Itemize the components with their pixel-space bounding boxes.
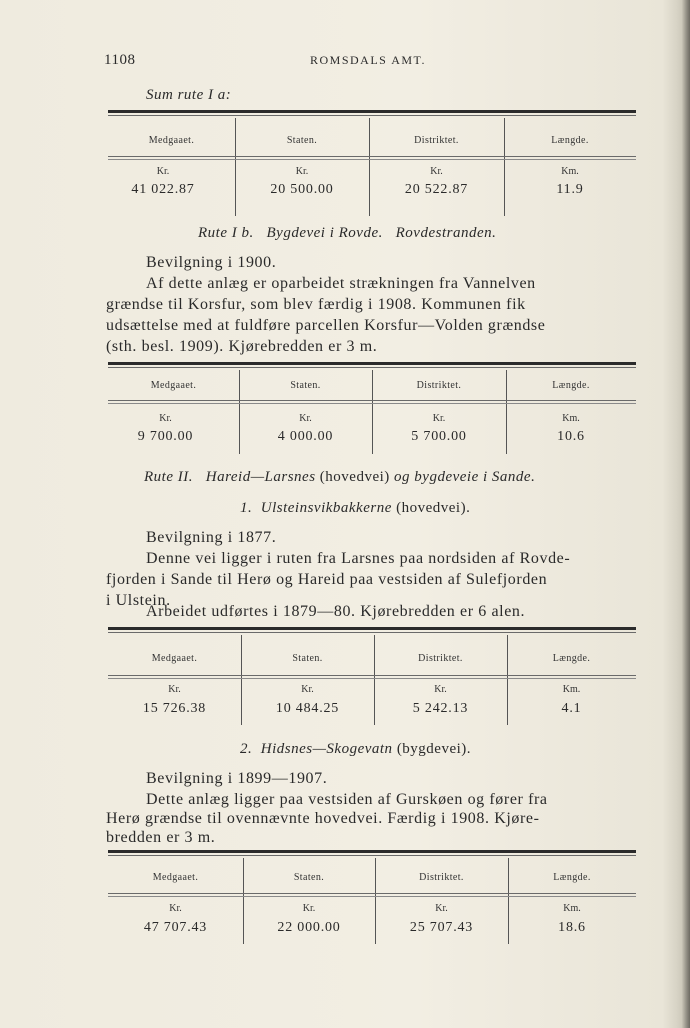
page-number: 1108 [104,52,136,68]
table-4 [108,850,636,944]
value-laengde: 18.6 [558,920,586,935]
heading-b: (hovedvei) [319,469,390,485]
heading-code: II. [177,469,193,485]
unit-cell: Kr. [295,166,309,177]
value-staten: 22 000.00 [277,920,341,935]
table-2 [108,362,636,454]
unit-cell: Kr. [302,903,316,914]
unit-cell: Kr. [432,413,446,424]
unit-cell: Kr. [169,903,182,914]
value-medgaaet: 9 700.00 [137,429,194,444]
subsection-type: (hovedvei). [396,500,471,516]
subsection-number: 2. [240,741,253,757]
paragraph-line: grændse til Korsfur, som blev færdig i 1908. Kommunen fik [106,296,526,313]
paragraph-line: Dette anlæg ligger paa vestsiden af Gurskøen og fører fra [146,791,548,808]
rute-ib-heading [198,225,496,242]
col-header-laengde: Længde. [553,872,591,883]
unit-cell: Kr. [299,413,312,424]
paragraph-line: Arbeidet udførtes i 1879—80. Kjørebredden er 6 alen. [146,603,526,620]
value-distriktet: 20 522.87 [404,182,469,197]
unit-cell: Km. [562,684,581,695]
page-header [104,52,644,72]
sum-heading [146,87,231,104]
paragraph-line: Herø grændse til ovennævnte hovedvei. Færdig i 1908. Kjøre- [106,810,540,827]
col-header-laengde: Længde. [552,380,590,391]
subsection-1-heading [240,500,470,517]
running-title: ROMSDALS AMT. [310,53,426,67]
page-edge [682,0,690,1028]
paragraph-line: Bevilgning i 1877. [146,529,277,546]
heading-c: Rovdestranden. [395,225,497,241]
heading-b: Rovde. [338,225,383,241]
value-distriktet: 5 242.13 [412,701,469,716]
subsection-2-heading [240,741,471,758]
paragraph-line: Denne vei ligger i ruten fra Larsnes paa nordsiden af Rovde- [146,550,571,567]
unit-cell: Kr. [156,166,170,177]
value-medgaaet: 41 022.87 [131,182,195,197]
unit-cell: Kr. [435,903,448,914]
col-header-staten: Staten. [290,380,321,391]
col-header-laengde: Længde. [551,135,589,146]
value-staten: 4 000.00 [277,429,334,444]
col-header-staten: Staten. [286,135,318,146]
paragraph-line: bredden er 3 m. [106,829,216,846]
col-header-medgaaet: Medgaaet. [152,872,199,883]
unit-cell: Kr. [168,684,181,695]
col-header-staten: Staten. [293,872,325,883]
value-medgaaet: 47 707.43 [143,920,208,935]
paragraph-line: (sth. besl. 1909). Kjørebredden er 3 m. [106,338,378,355]
unit-cell: Km. [562,413,580,424]
unit-cell: Kr. [159,413,172,424]
paragraph-line: i Ulstein. [106,592,171,609]
rute-ii-heading [144,469,535,486]
col-header-distriktet: Distriktet. [414,135,459,146]
value-medgaaet: 15 726.38 [142,701,207,716]
heading-rute: Rute [198,225,228,241]
value-staten: 10 484.25 [275,701,340,716]
unit-cell: Kr. [430,166,443,177]
paragraph-line: Bevilgning i 1899—1907. [146,770,328,787]
unit-cell: Km. [561,166,579,177]
table-1 [108,110,636,208]
sum-heading-text: Sum rute I a: [146,87,232,103]
paragraph-line: Bevilgning i 1900. [146,254,277,271]
subsection-number: 1. [240,500,253,516]
col-header-laengde: Længde. [552,653,591,664]
heading-rute: Rute [144,469,174,485]
value-laengde: 4.1 [561,701,582,716]
heading-code: I b. [231,225,254,241]
col-header-medgaaet: Medgaaet. [148,135,195,146]
unit-cell: Km. [563,903,581,914]
paragraph-line: udsættelse med at fuldføre parcellen Korsfur—Volden grændse [106,317,546,334]
subsection-name: Hidsnes—Skogevatn [260,741,393,757]
subsection-name: Ulsteinsvikbakkerne [260,500,392,516]
value-laengde: 11.9 [556,182,584,197]
value-staten: 20 500.00 [270,182,334,197]
value-laengde: 10.6 [557,429,585,444]
table-3 [108,627,636,725]
unit-cell: Kr. [434,684,447,695]
heading-i: i [329,225,335,241]
heading-a: Bygdevei [266,225,326,241]
paragraph-line: Af dette anlæg er oparbeidet strækningen fra Vannelven [146,275,536,292]
col-header-staten: Staten. [292,653,323,664]
heading-a: Hareid—Larsnes [205,469,316,485]
unit-cell: Kr. [301,684,314,695]
heading-c: og bygdeveie i Sande. [394,469,536,485]
value-distriktet: 25 707.43 [409,920,474,935]
col-header-medgaaet: Medgaaet. [151,653,198,664]
paragraph-line: fjorden i Sande til Herø og Hareid paa vestsiden af Sulefjorden [106,571,548,588]
subsection-type: (bygdevei). [396,741,472,757]
col-header-distriktet: Distriktet. [416,380,462,391]
col-header-distriktet: Distriktet. [419,872,464,883]
value-distriktet: 5 700.00 [411,429,467,444]
col-header-distriktet: Distriktet. [418,653,463,664]
col-header-medgaaet: Medgaaet. [150,380,197,391]
